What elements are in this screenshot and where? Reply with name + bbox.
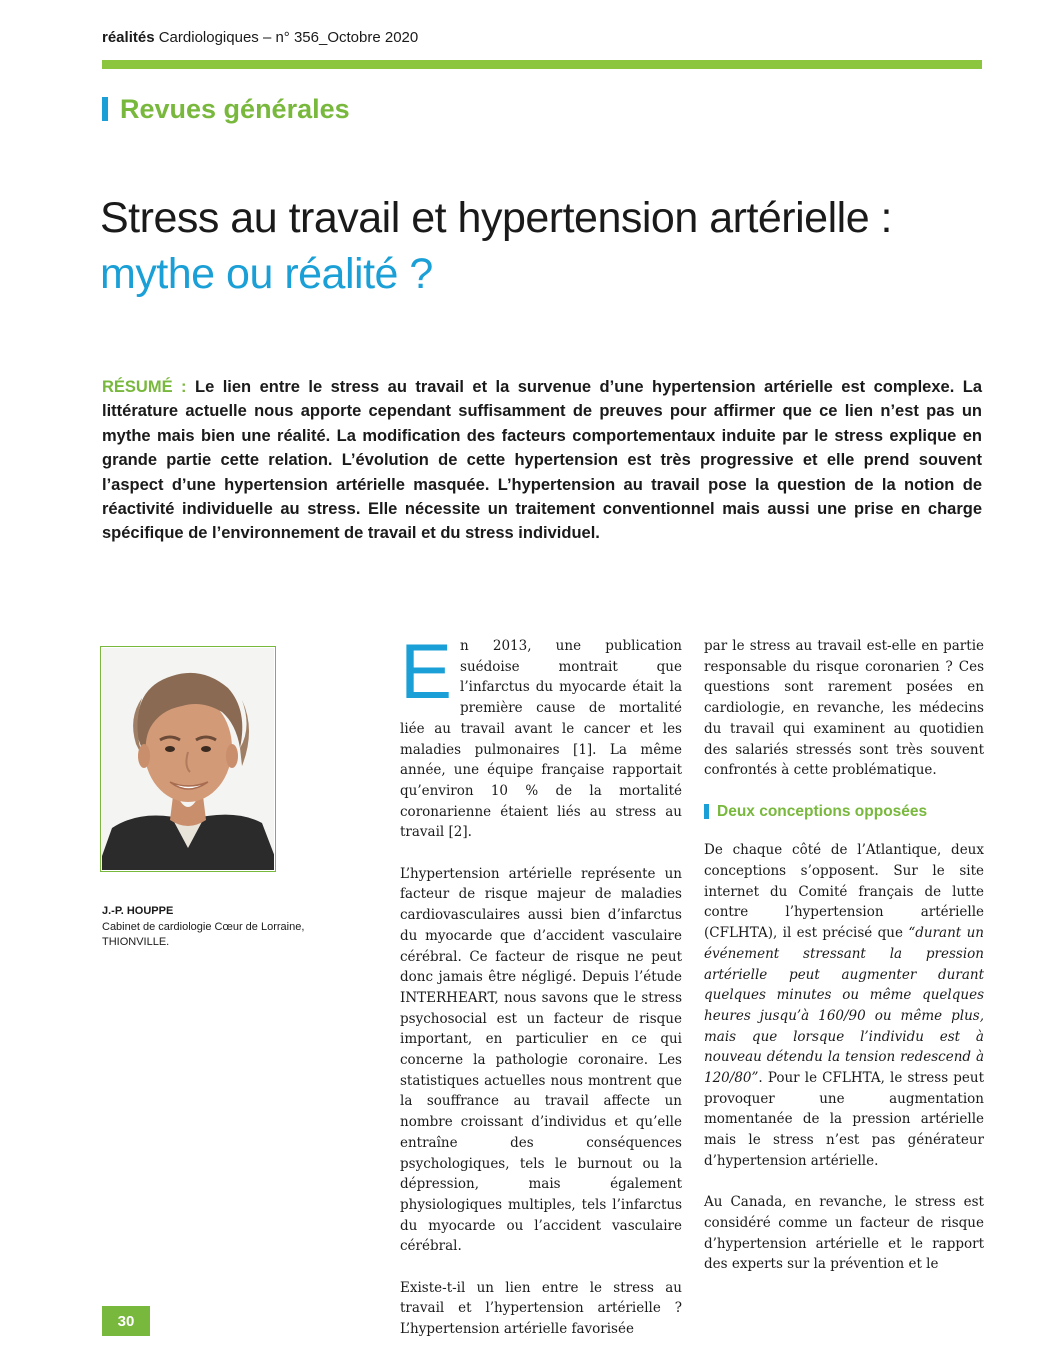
paragraph-5-quote: “durant un événement stressant la pression artérielle peut augmenter durant quelques minutes ou même quelques heures jusqu’à 160/90 ou même plus, mais que lorsque l’individu est à nouveau détendu la tension redescend à 120/80”	[704, 925, 984, 1087]
paragraph-5-start: De chaque côté de l’Atlantique, deux conceptions s’opposent. Sur le site internet du Comité français de lutte contre l’hypertension artérielle (CFLHTA), il est précisé que	[704, 842, 984, 942]
body-paragraph-5	[704, 840, 984, 1171]
body-paragraph-6: Au Canada, en revanche, le stress est considéré comme un facteur de risque d’hypertension artérielle et le rapport des experts sur la prévention et le	[704, 1194, 984, 1273]
paragraph-5-end: . Pour le CFLHTA, le stress peut provoquer une augmentation momentanée de la pression artérielle mais le stress n’est pas générateur d’hypertension artérielle.	[704, 1070, 984, 1169]
author-block	[102, 904, 342, 951]
drop-cap: E	[400, 627, 453, 715]
journal-issue: Cardiologiques – n° 356_Octobre 2020	[158, 29, 419, 46]
body-paragraph-3: Existe-t-il un lien entre le stress au travail et l’hypertension artérielle ? L’hypertension artérielle favorisée	[400, 1279, 682, 1338]
body-column-1	[400, 627, 682, 1361]
journal-brand: réalités	[102, 29, 155, 46]
rubric-label: Revues générales	[120, 93, 350, 124]
abstract-text: Le lien entre le stress au travail et la survenue d’une hypertension artérielle est complexe. La littérature actuelle nous apporte cependant suffisamment de preuves pour affirmer que ce lien n’est pas un mythe mais bien une réalité. La modification des facteurs comportementaux induite par le stress explique en grande partie cette relation. L’évolution de cette hypertension est très progressive et elle prend souvent l’aspect d’une hypertension artérielle masquée. L’hypertension au travail pose la question de la notion de réactivité individuelle au stress. Elle nécessite un traitement conventionnel mais aussi une prise en charge spécifique de l’environnement de travail et du stress individuel.	[102, 378, 982, 543]
body-paragraph-4: par le stress au travail est-elle en partie responsable du risque coronarien ? Ces questions sont rarement posées en cardiologie, en revanche, les médecins du travail qui examinent au quotidien des salariés stressés sont très souvent confrontés à cette problématique.	[704, 638, 984, 779]
body-column-2	[704, 636, 984, 1296]
header-rule	[102, 60, 982, 69]
author-portrait-image	[102, 648, 274, 870]
rubric-marker	[102, 97, 108, 121]
author-affiliation: Cabinet de cardiologie Cœur de Lorraine,	[102, 920, 305, 933]
section-heading-text: Deux conceptions opposées	[717, 802, 928, 820]
body-paragraph-1	[400, 627, 682, 843]
author-name: J.-P. HOUPPE	[102, 905, 174, 917]
paragraph-1-text: n 2013, une publication suédoise montrait que l’infarctus du myocarde était la première cause de mortalité liée au travail avant le cancer et les maladies pulmonaires [1]. La même année, une équipe française rapportait qu’environ 10 % de la mortalité coronarienne étaient liés au stress au travail [2].	[400, 638, 682, 841]
abstract	[102, 375, 982, 546]
article-subtitle: mythe ou réalité ?	[100, 250, 433, 298]
section-heading	[704, 802, 984, 823]
author-photo	[100, 646, 276, 872]
article-title: Stress au travail et hypertension artérielle :	[100, 194, 893, 242]
body-paragraph-2: L’hypertension artérielle représente un facteur de risque majeur de maladies cardiovasculaires aussi bien d’infarctus du myocarde que d’accident vasculaire cérébral. Ce facteur de risque ne peut donc jamais être négligé. Depuis l’étude INTERHEART, nous savons que le stress psychosocial est un facteur de risque important, en particulier en ce qui concerne la pathologie coronaire. Les statistiques actuelles nous montrent que la souffrance au travail affecte un nombre croissant d’individus et qu’elle entraîne des conséquences psychologiques, tels le burnout ou la dépression, mais également physiologiques multiples, tels l’infarctus du myocarde ou l’accident vasculaire cérébral.	[400, 865, 682, 1255]
page-number: 30	[102, 1306, 150, 1336]
author-city: THIONVILLE.	[102, 936, 170, 948]
section-heading-marker	[704, 804, 709, 819]
abstract-label: RÉSUMÉ :	[102, 378, 187, 396]
running-header	[102, 29, 418, 46]
rubric	[102, 92, 350, 126]
